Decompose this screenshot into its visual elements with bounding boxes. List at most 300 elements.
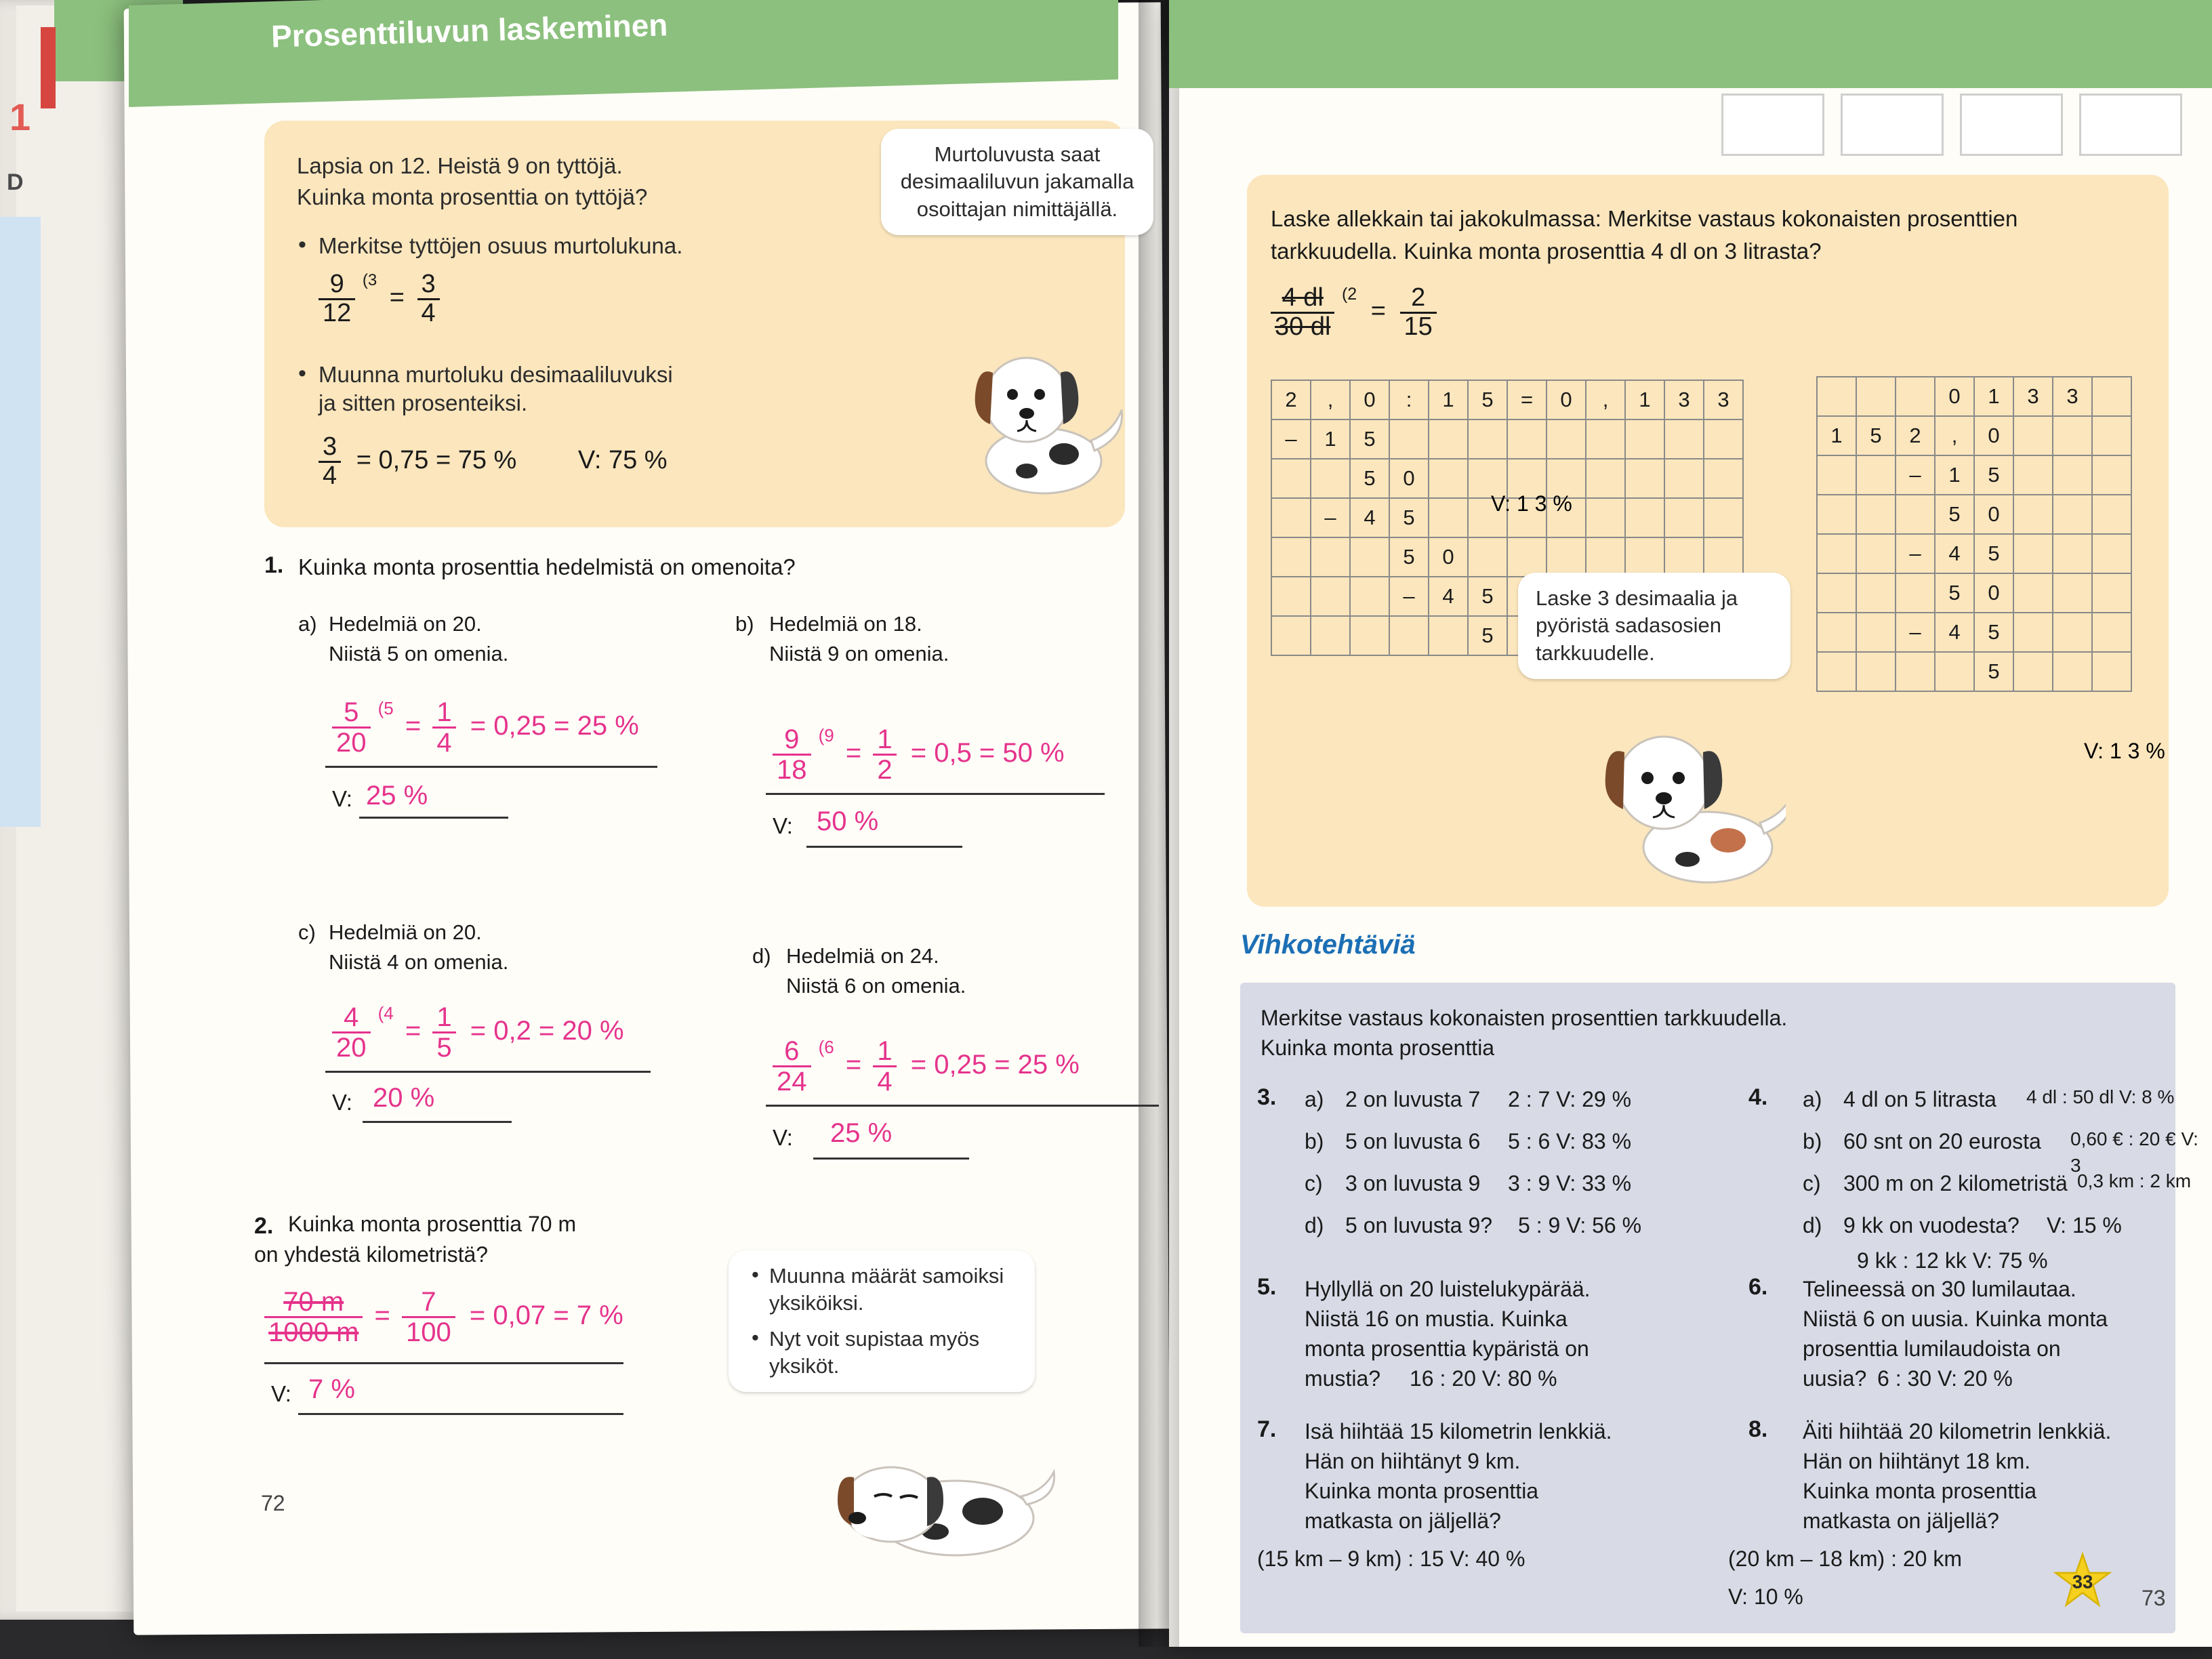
grid-cell[interactable]: 4	[1935, 534, 1974, 573]
grid-cell[interactable]	[1817, 534, 1856, 573]
grid-cell[interactable]	[1896, 652, 1935, 691]
grid-cell[interactable]: ,	[1311, 380, 1350, 419]
grid-cell[interactable]	[1896, 377, 1935, 416]
task-2-number: 2.	[254, 1213, 274, 1239]
grid-cell[interactable]	[1311, 577, 1350, 616]
task-1a-work: $\frac{5}{20}$ $^{(5}$ = $\frac{1}{4}$ = 0,25 = 25 %	[332, 698, 639, 757]
rex-den: 30 dl	[1271, 312, 1334, 341]
task-1-prompt: Kuinka monta prosenttia hedelmistä on omenoita?	[298, 554, 796, 579]
grid-cell[interactable]	[1935, 652, 1974, 691]
task-5-number: 5.	[1257, 1274, 1277, 1300]
grid-cell[interactable]	[2053, 455, 2092, 495]
task-1d-work: $\frac{6}{24}$ $^{(6}$ = $\frac{1}{4}$ = 0,25 = 25 %	[773, 1037, 1080, 1096]
grid-cell[interactable]	[2092, 416, 2131, 455]
task-1c-line-1: Hedelmiä on 20.	[329, 920, 482, 944]
grid-cell[interactable]	[1547, 537, 1586, 577]
grid-cell[interactable]: 0	[1350, 380, 1389, 419]
t2-num: 70 m	[283, 1287, 344, 1317]
grid-cell[interactable]: 5	[1468, 577, 1507, 616]
grid-cell[interactable]: 5	[1856, 416, 1896, 455]
task-4d-label: d)	[1803, 1213, 1822, 1237]
notebook-intro-1: Merkitse vastaus kokonaisten prosenttien tarkkuudella.	[1261, 1006, 1788, 1030]
task-8-line-1: Äiti hiihtää 20 kilometrin lenkkiä.	[1803, 1419, 2112, 1443]
grid-cell[interactable]	[1625, 498, 1664, 537]
grid-cell[interactable]: ,	[1935, 416, 1974, 455]
grid-cell[interactable]: 5	[1974, 652, 2013, 691]
grid-row	[1817, 652, 2131, 691]
task-7-line-2: Hän on hiihtänyt 9 km.	[1305, 1449, 1521, 1473]
ex-f2-answer: V: 75 %	[577, 446, 668, 475]
grid-cell[interactable]: 3	[1704, 380, 1743, 419]
grid-cell[interactable]	[1468, 419, 1507, 459]
grid-cell[interactable]	[1586, 419, 1625, 459]
grid-cell[interactable]	[1586, 459, 1625, 498]
grid-cell[interactable]: 1	[1935, 455, 1974, 495]
t1c-rden: 5	[432, 1031, 455, 1062]
t1d-den: 24	[773, 1065, 811, 1096]
t2-tail: = 0,07 = 7 %	[469, 1300, 623, 1331]
grid-cell[interactable]: 3	[1664, 380, 1704, 419]
task-7-line-4: matkasta on jäljellä?	[1305, 1509, 1501, 1533]
task-7-number: 7.	[1257, 1416, 1277, 1442]
task-1c-work: $\frac{4}{20}$ $^{(4}$ = $\frac{1}{5}$ = 0,2 = 20 %	[332, 1003, 624, 1062]
example-fraction-2	[319, 434, 668, 490]
task-1c-v-label: V:	[332, 1090, 352, 1115]
grid-cell[interactable]: 1	[1974, 377, 2013, 416]
grid-cell[interactable]: –	[1896, 613, 1935, 652]
task-1c-label: c)	[298, 920, 316, 944]
grid-row	[1271, 380, 1743, 419]
book-gutter	[1139, 0, 1179, 1647]
grid-cell[interactable]	[1429, 498, 1468, 537]
grid-cell[interactable]	[1817, 652, 1856, 691]
task-5-line-2: Niistä 16 on mustia. Kuinka	[1305, 1307, 1568, 1331]
units-tip-bullet-2-text: Nyt voit supistaa myös yksiköt.	[769, 1326, 980, 1378]
ex-f1-num: 9	[329, 270, 344, 298]
grid-cell[interactable]	[1429, 459, 1468, 498]
ex-f2-num: 3	[323, 432, 337, 461]
ex-f1-den: 12	[319, 298, 355, 327]
task-1d-v-label: V:	[773, 1125, 793, 1150]
grid-cell[interactable]	[1271, 498, 1311, 537]
t1a-rnum: 1	[436, 697, 452, 727]
grid-cell[interactable]	[1271, 616, 1311, 655]
task-2-v-label: V:	[271, 1381, 291, 1406]
task-2-answer-rule	[298, 1413, 623, 1415]
right-example-line-2: tarkkuudella. Kuinka monta prosenttia 4 dl on 3 litrasta?	[1271, 239, 1822, 264]
header-checkbox-3[interactable]	[1960, 94, 2063, 156]
grid-cell[interactable]	[2013, 416, 2053, 455]
grid-cell[interactable]: 2	[1896, 416, 1935, 455]
grid-cell[interactable]: 5	[1935, 573, 1974, 613]
grid-cell[interactable]	[1856, 495, 1896, 534]
star-badge	[2053, 1552, 2112, 1610]
grid-cell[interactable]: 2	[1271, 380, 1311, 419]
header-checkboxes[interactable]	[1721, 94, 2182, 152]
grid-cell[interactable]: 1	[1429, 380, 1468, 419]
dog-illustration-lying	[827, 1410, 1057, 1565]
speech-bubble-fraction-tip: Murtoluvusta saat desimaaliluvun jakamalla osoittajan nimittäjällä.	[881, 129, 1153, 235]
task-5-line-4: mustia?	[1305, 1366, 1381, 1391]
grid-cell[interactable]	[1625, 459, 1664, 498]
task-3b-text: 5 on luvusta 6	[1345, 1129, 1481, 1153]
grid-cell[interactable]: –	[1389, 577, 1429, 616]
grid-cell[interactable]	[1271, 577, 1311, 616]
grid-cell[interactable]	[1507, 537, 1547, 577]
grid-cell[interactable]	[1350, 577, 1389, 616]
grid-cell[interactable]	[1856, 455, 1896, 495]
grid-cell[interactable]: 3	[2013, 377, 2053, 416]
grid-cell[interactable]: 4	[1935, 613, 1974, 652]
t1d-rden: 4	[873, 1065, 896, 1096]
task-4c-text: 300 m on 2 kilometristä	[1843, 1171, 2068, 1195]
grid-cell[interactable]	[2053, 534, 2092, 573]
grid-cell[interactable]	[1856, 534, 1896, 573]
t1a-sup: (5	[377, 698, 394, 718]
speech-bubble-units-tip	[729, 1250, 1035, 1392]
grid-cell[interactable]: 4	[1350, 498, 1389, 537]
task-1b-line-2: Niistä 9 on omenia.	[769, 642, 949, 665]
grid-cell[interactable]	[1311, 616, 1350, 655]
task-2-line-1: Kuinka monta prosenttia 70 m	[288, 1212, 577, 1236]
t1d-sup: (6	[818, 1037, 834, 1057]
grid-cell[interactable]	[1856, 377, 1896, 416]
chapter-title: Prosenttiluvun laskeminen	[270, 7, 669, 54]
grid-row	[1817, 416, 2131, 455]
grid-cell[interactable]	[1664, 419, 1704, 459]
task-4d-answer: V: 15 %	[2047, 1213, 2122, 1237]
task-4b-label: b)	[1803, 1129, 1822, 1153]
task-1c-rule	[325, 1071, 651, 1073]
t1d-num: 6	[784, 1036, 800, 1066]
grid-cell[interactable]: 0	[1429, 537, 1468, 577]
grid-cell[interactable]	[2092, 455, 2131, 495]
task-1b-v-label: V:	[773, 813, 793, 838]
ex-f1-den2: 4	[417, 298, 440, 327]
grid-cell[interactable]	[1311, 537, 1350, 577]
rex-num: 4 dl	[1282, 283, 1324, 312]
task-1b-label: b)	[735, 612, 754, 636]
t1c-num: 4	[344, 1002, 359, 1032]
dog-illustration-sitting	[962, 319, 1132, 501]
grid-cell[interactable]: 3	[2053, 377, 2092, 416]
task-1d-rule	[766, 1105, 1159, 1107]
grid-cell[interactable]	[1817, 573, 1856, 613]
task-4c-label: c)	[1803, 1171, 1821, 1195]
grid-cell[interactable]	[1389, 419, 1429, 459]
task-2-line-2: on yhdestä kilometristä?	[254, 1242, 489, 1267]
grid-cell[interactable]	[1817, 613, 1856, 652]
grid-row	[1817, 534, 2131, 573]
grid-cell[interactable]: –	[1311, 498, 1350, 537]
grid-cell[interactable]	[1817, 377, 1856, 416]
rex-eq: =	[1370, 297, 1386, 326]
grid-cell[interactable]	[1271, 459, 1311, 498]
task-3c-text: 3 on luvusta 9	[1345, 1171, 1481, 1195]
example-line-1: Lapsia on 12. Heistä 9 on tyttöjä.	[297, 153, 623, 178]
grid-cell[interactable]: 5	[1350, 419, 1389, 459]
task-2-rule	[264, 1362, 623, 1364]
grid-cell[interactable]	[2092, 652, 2131, 691]
task-8-line-4: matkasta on jäljellä?	[1803, 1509, 1999, 1533]
units-tip-bullet-2: • Nyt voit supistaa myös yksiköt.	[752, 1325, 980, 1378]
example-bullet-2-line-2: ja sitten prosenteiksi.	[319, 390, 528, 415]
task-1c-line-2: Niistä 4 on omenia.	[329, 950, 509, 974]
grid-cell[interactable]	[1856, 613, 1896, 652]
grid-cell[interactable]: =	[1507, 380, 1547, 419]
t1a-tail: = 0,25 = 25 %	[470, 711, 639, 741]
grid-cell[interactable]	[1271, 537, 1311, 577]
t1a-rden: 4	[432, 726, 455, 757]
grid-cell[interactable]	[2053, 652, 2092, 691]
task-1c-answer-rule	[363, 1121, 512, 1123]
right-example-line-1: Laske allekkain tai jakokulmassa: Merkitse vastaus kokonaisten prosenttien	[1271, 206, 2018, 231]
right-example-fraction	[1271, 285, 1437, 341]
grid-cell[interactable]	[1664, 498, 1704, 537]
task-6-line-3: prosenttia lumilaudoista on	[1803, 1336, 2061, 1361]
task-4a-text: 4 dl on 5 litrasta	[1843, 1087, 1996, 1111]
grid-cell[interactable]: 4	[1429, 577, 1468, 616]
t1d-tail: = 0,25 = 25 %	[910, 1050, 1080, 1080]
long-division-grid-right	[1816, 376, 2132, 692]
grid-cell[interactable]	[1586, 498, 1625, 537]
task-7-line-1: Isä hiihtää 15 kilometrin lenkkiä.	[1305, 1419, 1612, 1443]
task-1c-answer: 20 %	[373, 1083, 435, 1113]
grid-cell[interactable]: 5	[1974, 455, 2013, 495]
t1d-rnum: 1	[877, 1036, 893, 1066]
task-6-number: 6.	[1748, 1274, 1768, 1300]
task-3b-label: b)	[1305, 1129, 1324, 1153]
t1b-rden: 2	[873, 754, 896, 784]
grid-cell[interactable]	[1817, 455, 1856, 495]
grid-cell[interactable]: 0	[1547, 380, 1586, 419]
grid-cell[interactable]	[2013, 652, 2053, 691]
task-8-answer-2: V: 10 %	[1728, 1584, 1803, 1609]
t1b-num: 9	[784, 724, 800, 754]
t1c-rnum: 1	[436, 1002, 452, 1032]
speech-bubble-rounding-tip: Laske 3 desimaalia ja pyöristä sadasosien tarkkuudelle.	[1518, 573, 1790, 679]
t1a-num: 5	[344, 697, 359, 727]
task-3a-answer: 2 : 7 V: 29 %	[1508, 1087, 1632, 1111]
grid-cell[interactable]	[2053, 573, 2092, 613]
grid-cell[interactable]: 5	[1468, 616, 1507, 655]
task-1a-answer-rule	[359, 817, 508, 819]
grid-cell[interactable]: 5	[1935, 495, 1974, 534]
grid-cell[interactable]	[2013, 534, 2053, 573]
task-4d-answer-2: 9 kk : 12 kk V: 75 %	[1857, 1248, 2048, 1273]
grid-cell[interactable]	[2092, 573, 2131, 613]
grid-cell[interactable]: –	[1896, 455, 1935, 495]
t1b-sup: (9	[818, 725, 834, 745]
task-3c-label: c)	[1305, 1171, 1323, 1195]
grid-cell[interactable]	[1704, 459, 1743, 498]
grid-cell[interactable]: –	[1271, 419, 1311, 459]
grid-row	[1271, 537, 1743, 577]
grid-row	[1817, 455, 2131, 495]
task-6-line-2: Niistä 6 on uusia. Kuinka monta	[1803, 1307, 2108, 1331]
task-4b-text: 60 snt on 20 eurosta	[1843, 1129, 2041, 1153]
task-4c-answer: 0,3 km : 2 km	[2077, 1170, 2192, 1191]
grid-cell[interactable]	[1389, 616, 1429, 655]
rex-sup: (2	[1341, 285, 1357, 304]
grid-cell[interactable]: 0	[1974, 416, 2013, 455]
grid-cell[interactable]	[2013, 573, 2053, 613]
task-1b-work: $\frac{9}{18}$ $^{(9}$ = $\frac{1}{2}$ = 0,5 = 50 %	[773, 725, 1065, 784]
grid-cell[interactable]	[1856, 652, 1896, 691]
grid-row	[1817, 377, 2131, 416]
grid-cell[interactable]: 0	[1935, 377, 1974, 416]
task-3d-text: 5 on luvusta 9?	[1345, 1213, 1493, 1237]
task-3-number: 3.	[1257, 1084, 1277, 1110]
grid-cell[interactable]: 5	[1389, 498, 1429, 537]
right-page-header-band	[1169, 0, 2212, 88]
task-1d-answer: 25 %	[830, 1118, 893, 1148]
dog-illustration-right	[1589, 698, 1786, 895]
grid-cell[interactable]	[2092, 495, 2131, 534]
task-3d-label: d)	[1305, 1213, 1324, 1237]
side-tab-letter-d: D	[7, 169, 24, 195]
grid-cell[interactable]	[2013, 495, 2053, 534]
task-6-answer: 6 : 30 V: 20 %	[1877, 1366, 2013, 1391]
grid-cell[interactable]: 5	[1974, 534, 2013, 573]
stack-red-tab	[41, 27, 56, 108]
grid-cell[interactable]: 5	[1468, 380, 1507, 419]
rex-den2: 15	[1400, 312, 1437, 341]
grid-cell[interactable]	[1625, 419, 1664, 459]
units-tip-bullet-1-text: Muunna määrät samoiksi yksiköiksi.	[769, 1264, 1004, 1315]
grid-cell[interactable]: 1	[1311, 419, 1350, 459]
grid-row	[1271, 419, 1743, 459]
task-4a-label: a)	[1803, 1087, 1822, 1111]
book-spread	[102, 0, 2212, 1647]
t1a-den: 20	[332, 726, 371, 757]
grid-cell[interactable]	[1896, 495, 1935, 534]
grid-cell[interactable]	[1817, 495, 1856, 534]
task-6-line-1: Telineessä on 30 lumilautaa.	[1803, 1277, 2076, 1301]
task-7-answer: (15 km – 9 km) : 15 V: 40 %	[1257, 1547, 1525, 1571]
grid-cell[interactable]	[1311, 459, 1350, 498]
task-1b-rule	[766, 793, 1105, 795]
task-1d-line-2: Niistä 6 on omenia.	[786, 974, 966, 998]
grid-cell[interactable]	[1507, 419, 1547, 459]
ex-f2-rest: = 0,75 = 75 %	[356, 446, 517, 475]
header-checkbox-4[interactable]	[2079, 94, 2182, 156]
task-7-line-3: Kuinka monta prosenttia	[1305, 1479, 1539, 1503]
task-8-line-2: Hän on hiihtänyt 18 km.	[1803, 1449, 2031, 1473]
grid-cell[interactable]	[1704, 419, 1743, 459]
grid-cell[interactable]	[2092, 613, 2131, 652]
task-5-line-1: Hyllyllä on 20 luistelukypärää.	[1305, 1277, 1591, 1301]
example-bullet-2-line-1: • Muunna murtoluku desimaaliluvuksi	[319, 359, 673, 390]
t1b-tail: = 0,5 = 50 %	[910, 738, 1065, 769]
grid-cell[interactable]	[2053, 613, 2092, 652]
grid-cell[interactable]	[1664, 459, 1704, 498]
task-1a-line-1: Hedelmiä on 20.	[329, 612, 482, 636]
grid-cell[interactable]	[1468, 537, 1507, 577]
task-3a-text: 2 on luvusta 7	[1345, 1087, 1481, 1111]
task-3d-answer: 5 : 9 V: 56 %	[1518, 1213, 1642, 1237]
stack-blue-tab	[0, 217, 41, 827]
units-tip-bullet-1: • Muunna määrät samoiksi yksiköiksi.	[752, 1263, 1004, 1315]
example-bullet-1: • Merkitse tyttöjen osuus murtolukuna.	[319, 230, 682, 262]
task-6-line-4: uusia?	[1803, 1366, 1867, 1391]
notebook-intro-2: Kuinka monta prosenttia	[1261, 1036, 1495, 1060]
grid-cell[interactable]	[2092, 534, 2131, 573]
grid-cell[interactable]	[1625, 537, 1664, 577]
grid-cell[interactable]: 0	[1389, 459, 1429, 498]
grid-cell[interactable]	[1547, 419, 1586, 459]
grid-cell[interactable]: 5	[1350, 459, 1389, 498]
grid-cell[interactable]	[1429, 419, 1468, 459]
grid-cell[interactable]	[1704, 537, 1743, 577]
grid-row	[1817, 573, 2131, 613]
t2-den: 1000 m	[264, 1316, 363, 1347]
grid-cell[interactable]	[2092, 377, 2131, 416]
grid-cell[interactable]	[1896, 573, 1935, 613]
ex-f1-sup: (3	[362, 271, 377, 289]
task-3b-answer: 5 : 6 V: 83 %	[1508, 1129, 1632, 1153]
task-2-answer: 7 %	[308, 1374, 355, 1404]
task-1a-line-2: Niistä 5 on omenia.	[329, 642, 509, 665]
task-1-number: 1.	[264, 552, 284, 578]
header-checkbox-2[interactable]	[1841, 94, 1944, 156]
grid-cell[interactable]: 0	[1974, 573, 2013, 613]
grid-cell[interactable]	[1586, 537, 1625, 577]
task-1a-label: a)	[298, 612, 317, 636]
task-1a-answer: 25 %	[366, 781, 428, 811]
rex-num2: 2	[1411, 283, 1426, 312]
right-division-answer: V: 1 3 %	[2084, 739, 2165, 763]
left-page-number: 72	[261, 1491, 285, 1515]
t1c-tail: = 0,2 = 20 %	[470, 1016, 624, 1046]
grid-row	[1817, 613, 2131, 652]
grid-cell[interactable]: 0	[1974, 495, 2013, 534]
grid-cell[interactable]: :	[1389, 380, 1429, 419]
header-checkbox-1[interactable]	[1721, 94, 1824, 156]
grid-cell[interactable]	[1704, 498, 1743, 537]
grid-cell[interactable]	[1856, 573, 1896, 613]
t2-rnum: 7	[421, 1287, 436, 1317]
grid-cell[interactable]	[2053, 416, 2092, 455]
left-division-answer: V: 1 3 %	[1491, 491, 1572, 516]
grid-cell[interactable]: 5	[1974, 613, 2013, 652]
svg-text:33: 33	[2072, 1571, 2093, 1593]
grid-cell[interactable]	[2013, 613, 2053, 652]
notebook-heading: Vihkotehtäviä	[1240, 930, 1416, 960]
t1b-rnum: 1	[877, 724, 893, 754]
task-8-answer: (20 km – 18 km) : 20 km	[1728, 1547, 1962, 1571]
grid-cell[interactable]	[1350, 537, 1389, 577]
grid-cell[interactable]	[1664, 537, 1704, 577]
grid-row	[1817, 495, 2131, 534]
grid-cell[interactable]: 1	[1625, 380, 1664, 419]
t1b-den: 18	[773, 754, 811, 784]
task-8-line-3: Kuinka monta prosenttia	[1803, 1479, 2037, 1503]
task-4d-text: 9 kk on vuodesta?	[1843, 1213, 2020, 1237]
grid-cell[interactable]: 1	[1817, 416, 1856, 455]
grid-cell[interactable]	[1429, 616, 1468, 655]
grid-cell[interactable]	[2013, 455, 2053, 495]
grid-cell[interactable]: –	[1896, 534, 1935, 573]
example-line-2: Kuinka monta prosenttia on tyttöjä?	[297, 184, 648, 209]
task-1b-answer: 50 %	[817, 806, 879, 836]
grid-cell[interactable]: ,	[1586, 380, 1625, 419]
task-1d-line-1: Hedelmiä on 24.	[786, 944, 939, 968]
task-4a-answer: 4 dl : 50 dl V: 8 %	[2026, 1086, 2175, 1107]
grid-cell[interactable]	[1350, 616, 1389, 655]
grid-cell[interactable]: 5	[1389, 537, 1429, 577]
grid-cell[interactable]	[2053, 495, 2092, 534]
